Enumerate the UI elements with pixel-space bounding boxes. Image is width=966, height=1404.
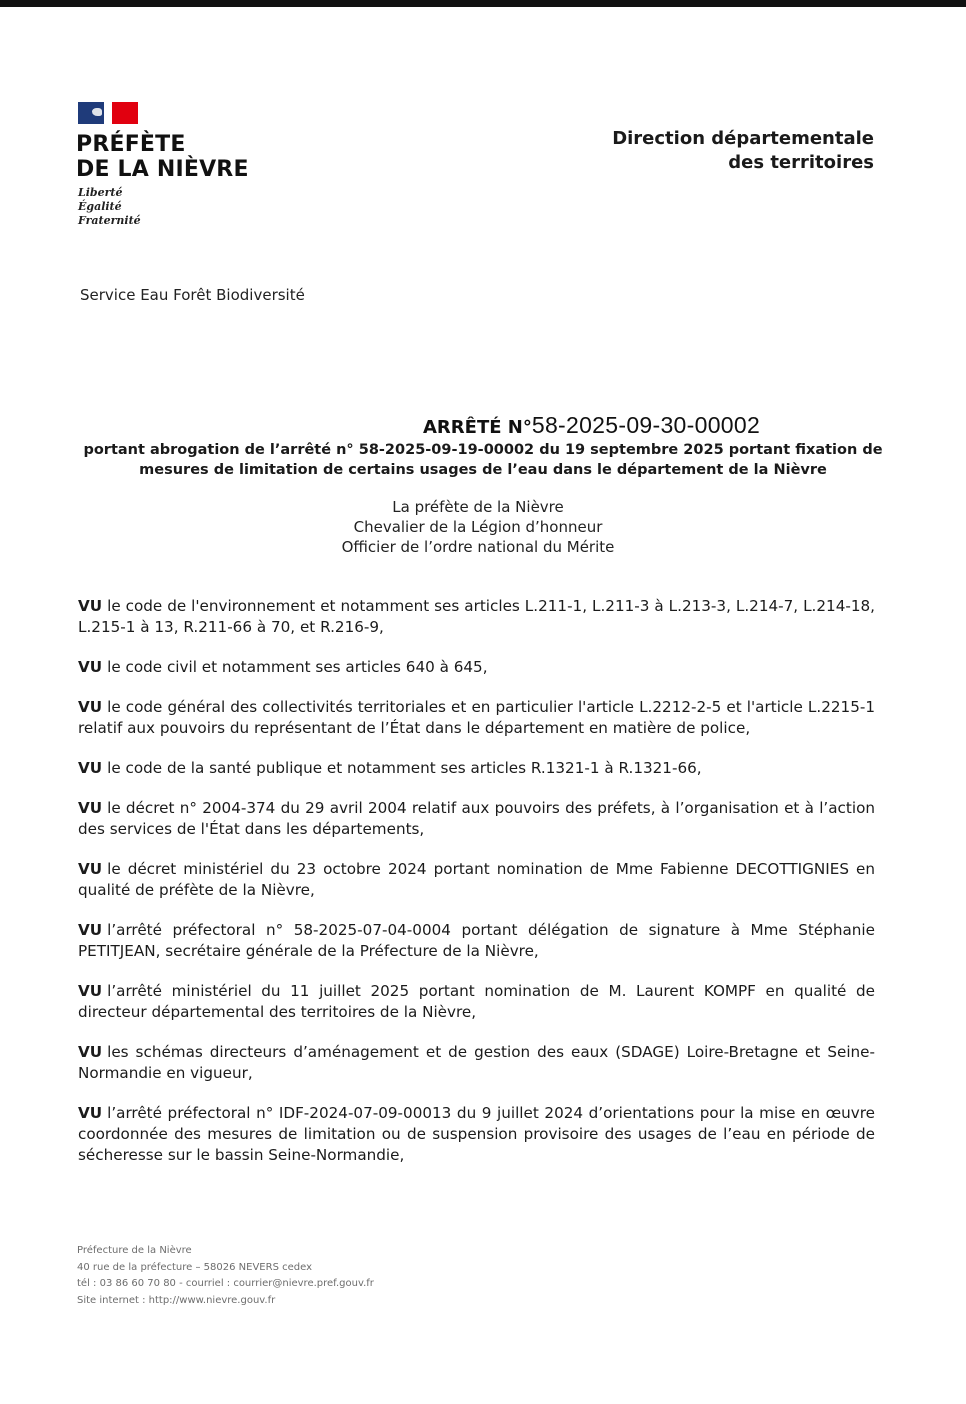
visa-paragraph	[78, 1103, 875, 1166]
footer-line-prefecture: Préfecture de la Nièvre	[77, 1245, 192, 1256]
visa-paragraph	[78, 657, 875, 678]
visa-text: l’arrêté préfectoral n° IDF-2024-07-09-00013 du 9 juillet 2024 d’orientations pour la mise en œuvre coordonnée des mesures de limitation ou de suspension provisoire des usages de l’eau en période de sécheresse sur le bassin Seine-Normandie,	[78, 1104, 875, 1164]
visa-text: l’arrêté ministériel du 11 juillet 2025 portant nomination de M. Laurent KOMPF en qualité de directeur départemental des territoires de la Nièvre,	[78, 982, 875, 1021]
visa-text: l’arrêté préfectoral n° 58-2025-07-04-0004 portant délégation de signature à Mme Stéphanie PETITJEAN, secrétaire générale de la Préfecture de la Nièvre,	[78, 921, 875, 960]
motto-fraternite: Fraternité	[78, 214, 141, 227]
visa-paragraph	[78, 859, 875, 901]
prefecture-name-line-2: DE LA NIÈVRE	[76, 157, 249, 182]
visa-paragraph	[78, 697, 875, 739]
visa-keyword: VU	[78, 759, 103, 777]
visas-list	[78, 596, 875, 1185]
direction-line-2: des territoires	[728, 152, 874, 173]
flag-white-stripe	[104, 102, 112, 124]
visa-text: le décret ministériel du 23 octobre 2024 portant nomination de Mme Fabienne DECOTTIGNIES en qualité de préfète de la Nièvre,	[78, 860, 875, 899]
arrete-prefix: ARRÊTÉ N°	[423, 417, 532, 438]
visa-text: le code de l'environnement et notamment ses articles L.211-1, L.211-3 à L.213-3, L.214-7, L.214-18, L.215-1 à 13, R.211-66 à 70, et R.216-9,	[78, 597, 875, 636]
republic-motto	[78, 186, 141, 228]
visa-keyword: VU	[78, 658, 103, 676]
visa-paragraph	[78, 596, 875, 638]
visa-paragraph	[78, 981, 875, 1023]
motto-liberte: Liberté	[78, 186, 123, 199]
visa-keyword: VU	[78, 1104, 103, 1122]
motto-egalite: Égalité	[78, 200, 122, 213]
flag-blue-stripe	[78, 102, 104, 124]
arrete-object	[78, 440, 888, 480]
authority-line-2: Chevalier de la Légion d’honneur	[353, 518, 603, 536]
footer-line-website: Site internet : http://www.nievre.gouv.fr	[77, 1294, 276, 1306]
scan-top-edge	[0, 0, 966, 7]
visa-paragraph	[78, 1042, 875, 1084]
visa-keyword: VU	[78, 597, 103, 615]
visa-keyword: VU	[78, 799, 103, 817]
visa-text: le code général des collectivités territoriales et en particulier l'article L.2212-2-5 et l'article L.2215-1 relatif aux pouvoirs du représentant de l’État dans le département en matière de police,	[78, 698, 875, 737]
visa-paragraph	[78, 758, 875, 779]
authority-line-1: La préfète de la Nièvre	[392, 498, 564, 516]
arrete-number: 58-2025-09-30-00002	[531, 412, 761, 438]
visa-keyword: VU	[78, 982, 103, 1000]
visa-text: le code civil et notamment ses articles 640 à 645,	[107, 658, 488, 676]
prefecture-name-line-1: PRÉFÈTE	[76, 132, 186, 157]
signing-authority	[240, 497, 716, 557]
visa-paragraph	[78, 798, 875, 840]
visa-paragraph	[78, 920, 875, 962]
footer-line-address: 40 rue de la préfecture – 58026 NEVERS cedex	[77, 1261, 312, 1273]
prefecture-name	[76, 132, 249, 182]
marianne-flag-logo	[78, 102, 138, 124]
arrete-title	[423, 412, 760, 439]
footer-contact	[77, 1243, 374, 1309]
visa-text: le code de la santé publique et notamment ses articles R.1321-1 à R.1321-66,	[107, 759, 702, 777]
authority-line-3: Officier de l’ordre national du Mérite	[341, 538, 615, 556]
arrete-object-line-1: portant abrogation de l’arrêté n° 58-2025-09-19-00002 du 19 septembre 2025 portant fixation de	[83, 442, 883, 458]
visa-text: les schémas directeurs d’aménagement et de gestion des eaux (SDAGE) Loire-Bretagne et Seine-Normandie en vigueur,	[78, 1043, 875, 1082]
direction-line-1: Direction départementale	[612, 128, 874, 149]
visa-keyword: VU	[78, 698, 103, 716]
footer-line-phone-email: tél : 03 86 60 70 80 - courriel : courrier@nievre.pref.gouv.fr	[77, 1278, 374, 1289]
visa-keyword: VU	[78, 921, 103, 939]
visa-keyword: VU	[78, 860, 103, 878]
issuing-direction	[612, 127, 874, 175]
visa-keyword: VU	[78, 1043, 103, 1061]
service-name: Service Eau Forêt Biodiversité	[80, 286, 305, 304]
flag-red-stripe	[112, 102, 138, 124]
visa-text: le décret n° 2004-374 du 29 avril 2004 relatif aux pouvoirs des préfets, à l’organisation et à l’action des services de l'État dans les départements,	[78, 799, 875, 838]
arrete-object-line-2: mesures de limitation de certains usages de l’eau dans le département de la Nièvre	[139, 462, 827, 478]
